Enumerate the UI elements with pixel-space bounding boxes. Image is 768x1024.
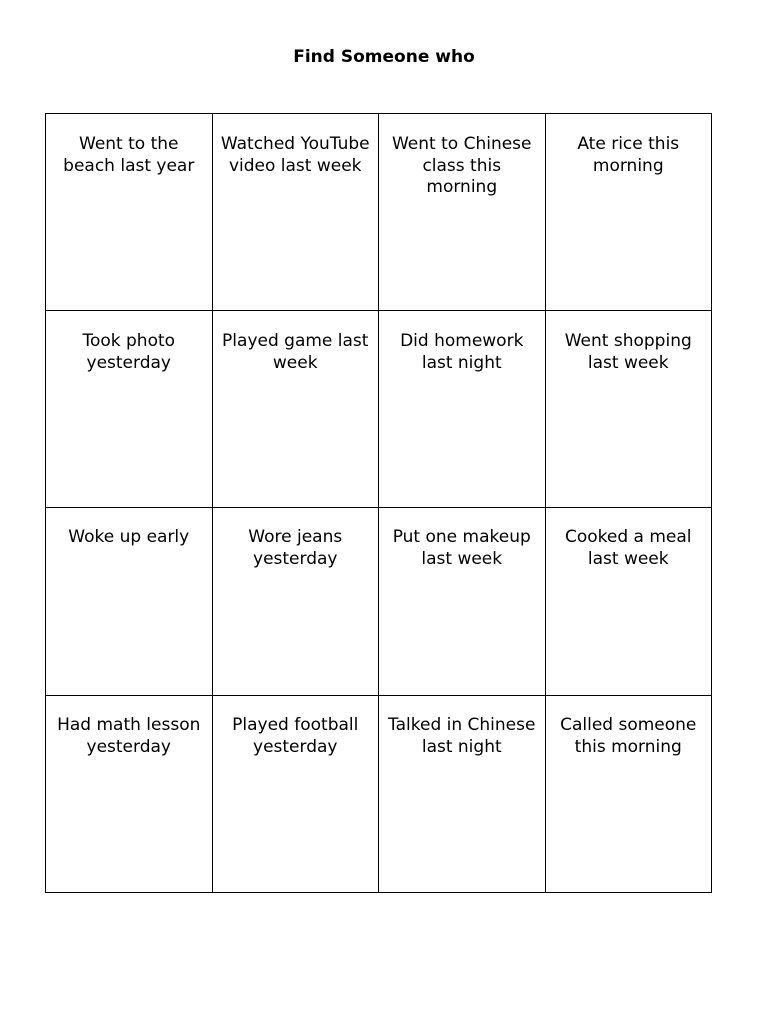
grid-cell: Took photo yesterday	[46, 311, 213, 508]
grid-cell: Cooked a meal last week	[545, 508, 712, 696]
grid-row	[46, 696, 712, 893]
grid-cell: Went to the beach last year	[46, 114, 213, 311]
grid-cell: Did homework last night	[379, 311, 546, 508]
grid-row	[46, 508, 712, 696]
grid-cell: Talked in Chinese last night	[379, 696, 546, 893]
grid-cell: Ate rice this morning	[545, 114, 712, 311]
grid-cell: Watched YouTube video last week	[212, 114, 379, 311]
grid-cell: Had math lesson yesterday	[46, 696, 213, 893]
grid-cell: Wore jeans yesterday	[212, 508, 379, 696]
grid-cell: Put one makeup last week	[379, 508, 546, 696]
grid-cell: Called someone this morning	[545, 696, 712, 893]
grid-row	[46, 114, 712, 311]
grid-row	[46, 311, 712, 508]
grid-cell: Played game last week	[212, 311, 379, 508]
grid-cell: Played football yesterday	[212, 696, 379, 893]
page-title: Find Someone who	[293, 47, 475, 67]
grid-cell: Went shopping last week	[545, 311, 712, 508]
grid-cell: Woke up early	[46, 508, 213, 696]
grid-cell: Went to Chinese class this morning	[379, 114, 546, 311]
bingo-grid	[45, 113, 712, 893]
